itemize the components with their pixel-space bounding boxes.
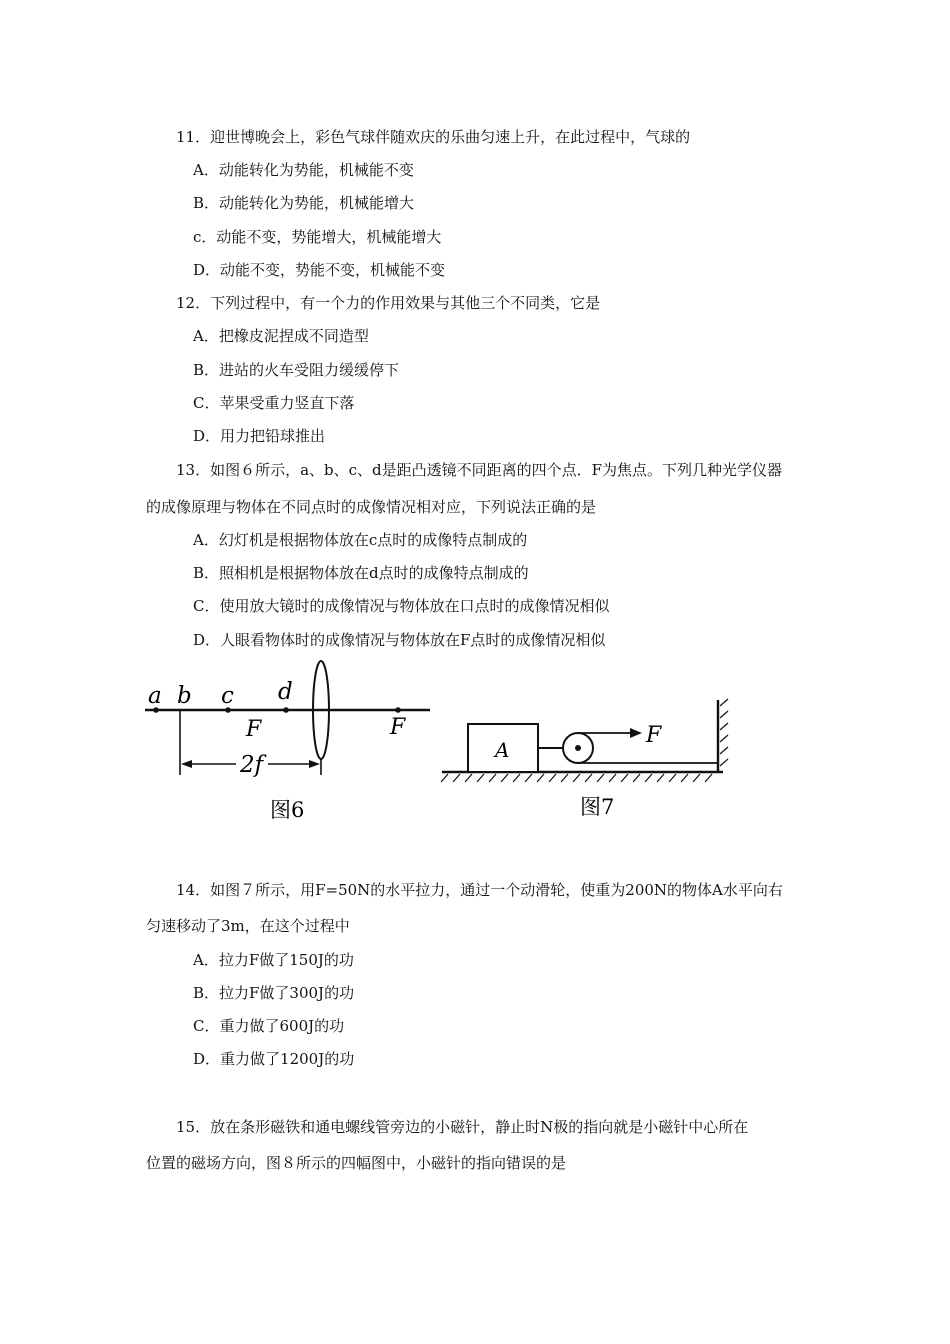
point-d-label: d: [278, 679, 293, 705]
block-a-label: A: [495, 738, 510, 762]
force-arrowhead: [630, 728, 642, 738]
force-f-label: F: [646, 723, 662, 748]
q14-option-d: D．重力做了1200J的功: [193, 1050, 355, 1068]
ground-hatching: [441, 774, 712, 782]
q13-option-a: A．幻灯机是根据物体放在c点时的成像特点制成的: [193, 531, 528, 549]
q13-option-b: B．照相机是根据物体放在d点时的成像特点制成的: [193, 564, 529, 582]
point-a-label: a: [148, 683, 162, 709]
q14-option-c: C．重力做了600J的功: [193, 1017, 345, 1035]
point-c-label: c: [221, 683, 234, 709]
2f-label: 2f: [240, 752, 264, 778]
q11-option-b: B．动能转化为势能，机械能增大: [193, 194, 415, 212]
q12-option-a: A．把橡皮泥捏成不同造型: [193, 327, 369, 345]
figure-6-lens-diagram: [140, 655, 440, 830]
q13-stem-line1: 13．如图６所示，a、b、c、d是距凸透镜不同距离的四个点．F为焦点。下列几种光学仪器: [176, 461, 783, 479]
q14-stem-line1: 14．如图７所示，用F=50N的水平拉力，通过一个动滑轮，使重为200N的物体A水平向右: [176, 881, 783, 899]
point-d-dot: [283, 707, 289, 713]
q15-stem-line1: 15．放在条形磁铁和通电螺线管旁边的小磁针，静止时N极的指向就是小磁针中心所在: [176, 1118, 749, 1136]
q13-stem-line2: 的成像原理与物体在不同点时的成像情况相对应，下列说法正确的是: [146, 498, 597, 516]
q14-option-a: A．拉力F做了150J的功: [193, 951, 354, 969]
figure-7-pulley-diagram: [438, 690, 740, 825]
left-focus-label: F: [246, 717, 262, 742]
q12-stem: 12．下列过程中，有一个力的作用效果与其他三个不同类，它是: [176, 294, 601, 312]
wall-hatching: [720, 699, 728, 766]
figure-6-caption: 图6: [270, 798, 305, 822]
q11-option-c: c．动能不变，势能增大，机械能增大: [193, 228, 442, 246]
q13-option-c: C．使用放大镜时的成像情况与物体放在口点时的成像情况相似: [193, 597, 610, 615]
2f-right-arrowhead: [309, 760, 320, 768]
q12-option-d: D．用力把铅球推出: [193, 427, 326, 445]
q11-option-a: A．动能转化为势能，机械能不变: [193, 161, 414, 179]
right-focus-dot: [395, 707, 401, 713]
q14-stem-line2: 匀速移动了3m，在这个过程中: [146, 917, 350, 935]
q11-stem: 11．迎世博晚会上，彩色气球伴随欢庆的乐曲匀速上升，在此过程中，气球的: [176, 128, 691, 146]
q12-option-b: B．进站的火车受阻力缓缓停下: [193, 361, 400, 379]
q15-stem-line2: 位置的磁场方向，图８所示的四幅图中，小磁针的指向错误的是: [146, 1154, 567, 1172]
right-focus-label: F: [390, 715, 406, 740]
q12-option-c: C．苹果受重力竖直下落: [193, 394, 355, 412]
2f-left-arrowhead: [181, 760, 192, 768]
q11-option-d: D．动能不变，势能不变，机械能不变: [193, 261, 446, 279]
pulley-axle: [575, 745, 581, 751]
q13-option-d: D．人眼看物体时的成像情况与物体放在F点时的成像情况相似: [193, 631, 606, 649]
q14-option-b: B．拉力F做了300J的功: [193, 984, 355, 1002]
point-b-label: b: [177, 683, 192, 709]
figure-7-caption: 图7: [580, 795, 615, 819]
